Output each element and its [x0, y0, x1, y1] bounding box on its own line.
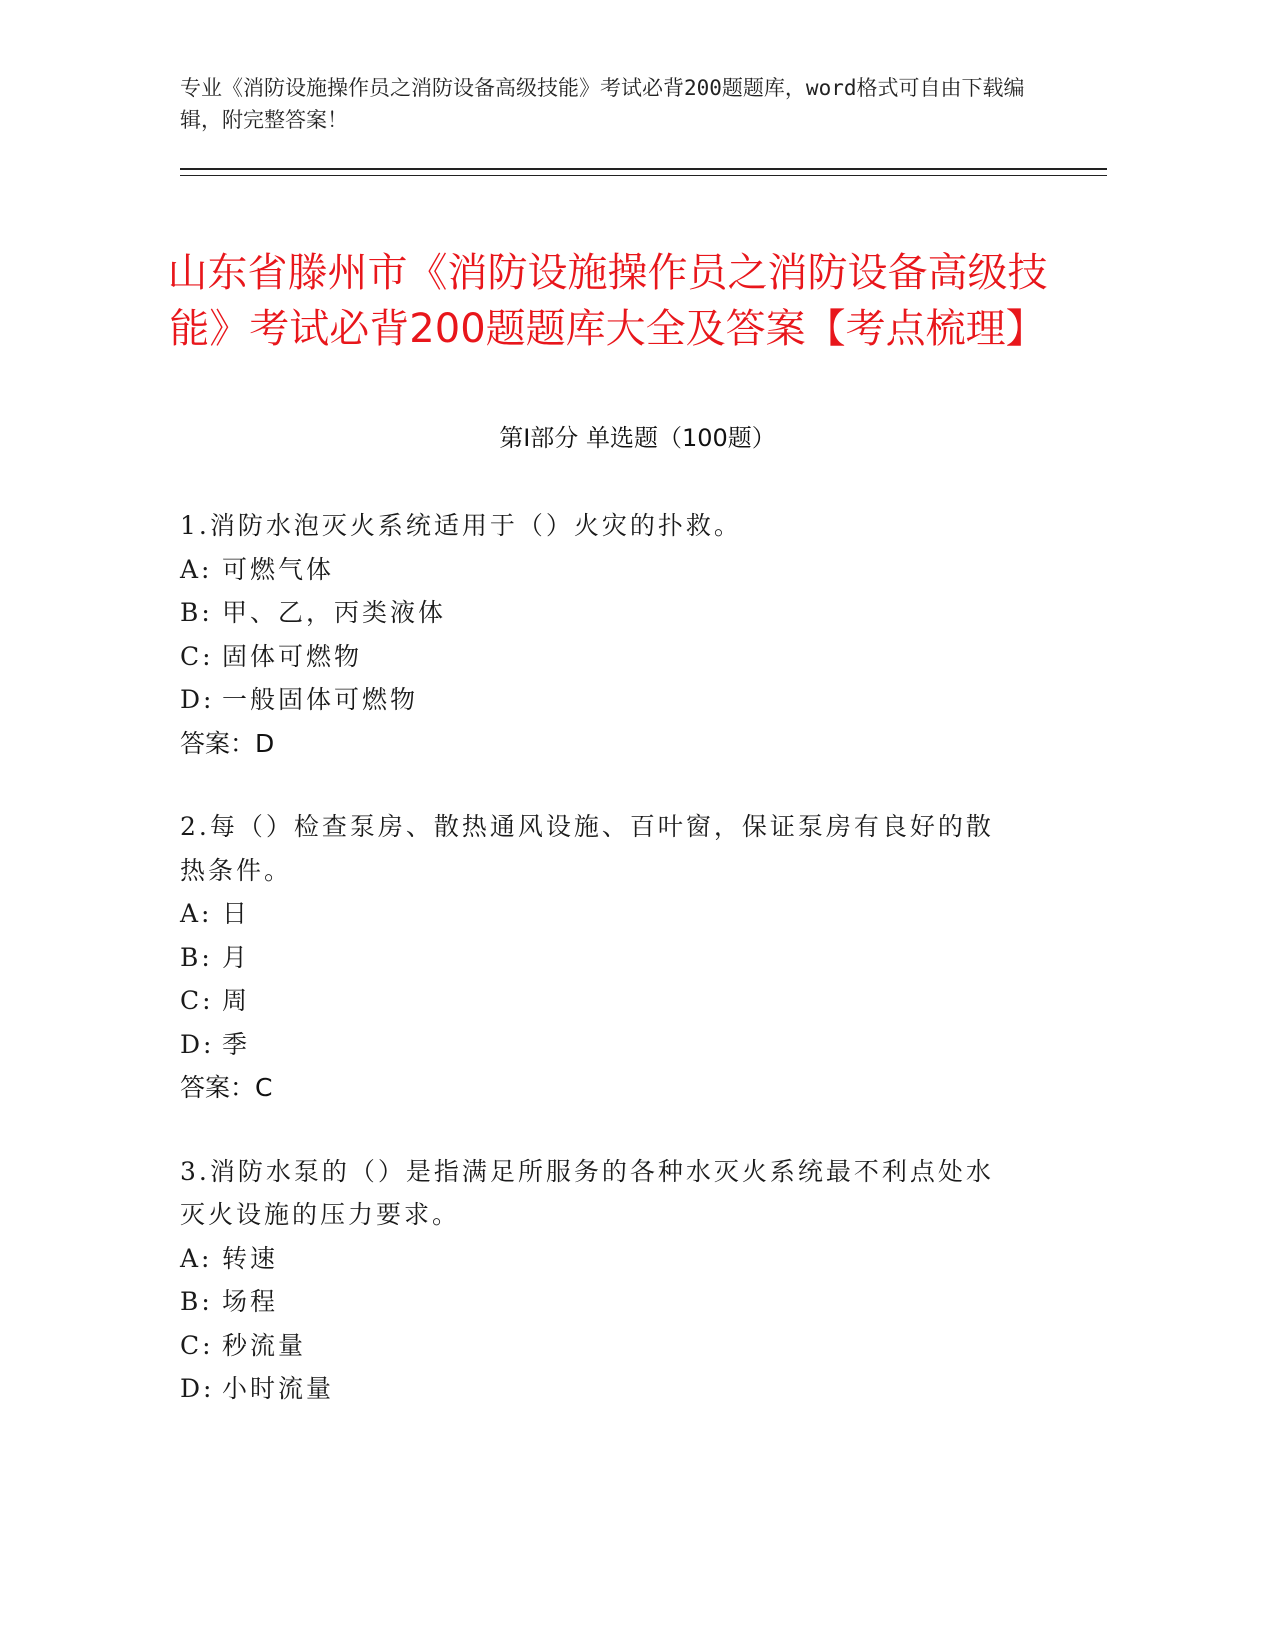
option-key: A:	[180, 899, 213, 928]
question-stem: 2.每（）检查泵房、散热通风设施、百叶窗，保证泵房有良好的散热条件。	[180, 812, 994, 885]
option-text: 一般固体可燃物	[222, 685, 419, 714]
answer: 答案：D	[180, 728, 275, 758]
option-key: D:	[180, 685, 215, 714]
option-key: D:	[180, 1029, 215, 1059]
header-note: 专业《消防设施操作员之消防设备高级技能》考试必背200题题库，word格式可自由下载编辑，附完整答案！	[180, 76, 1025, 132]
question-list	[180, 504, 1020, 1451]
option-key: B:	[180, 942, 213, 972]
option-b	[180, 1280, 1020, 1324]
option-key: B:	[180, 1287, 213, 1316]
header-rule-thin	[180, 175, 1107, 176]
option-text: 周	[222, 986, 251, 1015]
option-d	[180, 1367, 1020, 1411]
option-key: A:	[180, 554, 213, 584]
option-a	[180, 892, 1020, 936]
option-key: A:	[180, 1243, 213, 1273]
question-stem: 3.消防水泵的（）是指满足所服务的各种水灭火系统最不利点处水灭火设施的压力要求。	[180, 1156, 994, 1229]
answer: 答案：C	[180, 1073, 273, 1102]
header-rule-thick	[180, 168, 1107, 170]
option-text: 季	[222, 1029, 251, 1059]
option-key: C:	[180, 986, 214, 1015]
question-3	[180, 1150, 1020, 1411]
option-key: B:	[180, 598, 213, 627]
document-title: 山东省滕州市《消防设施操作员之消防设备高级技能》考试必背200题题库大全及答案【考点梳理】	[167, 249, 1048, 352]
option-key: C:	[180, 1330, 214, 1360]
question-2	[180, 805, 1020, 1110]
option-text: 可燃气体	[222, 554, 335, 584]
option-d	[180, 1023, 1020, 1067]
option-a	[180, 1237, 1020, 1281]
option-key: C:	[180, 641, 214, 671]
option-text: 转速	[222, 1243, 279, 1273]
option-c	[180, 1324, 1020, 1368]
section-title: 第Ⅰ部分 单选题（100题）	[499, 424, 776, 452]
option-c	[180, 979, 1020, 1023]
question-1	[180, 504, 1020, 765]
option-key: D:	[180, 1374, 215, 1403]
option-b	[180, 591, 1020, 635]
option-text: 小时流量	[222, 1374, 335, 1403]
option-d	[180, 678, 1020, 722]
option-text: 月	[222, 942, 251, 972]
option-text: 场程	[222, 1287, 279, 1316]
question-stem: 1.消防水泡灭火系统适用于（）火灾的扑救。	[180, 511, 742, 540]
option-text: 秒流量	[222, 1330, 307, 1360]
option-a	[180, 548, 1020, 592]
option-text: 日	[222, 899, 251, 928]
option-text: 甲、乙，丙类液体	[222, 598, 447, 627]
option-b	[180, 936, 1020, 980]
option-c	[180, 635, 1020, 679]
option-text: 固体可燃物	[222, 641, 363, 671]
